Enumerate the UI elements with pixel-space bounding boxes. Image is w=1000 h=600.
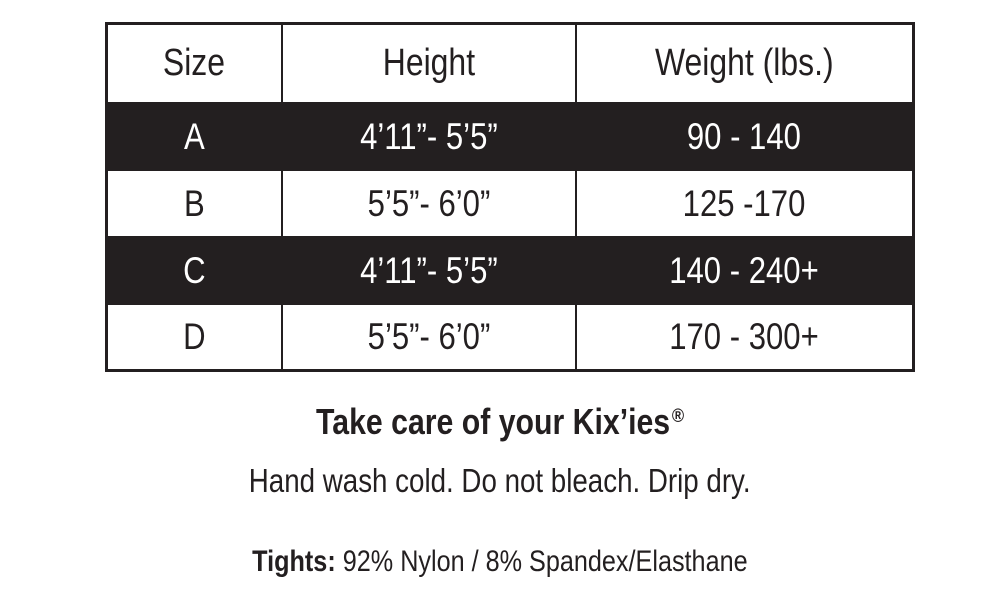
weight-b-value: 125 -170 xyxy=(682,182,806,224)
care-title xyxy=(0,401,1000,442)
cell-weight-a xyxy=(576,103,914,170)
size-a-label: A xyxy=(183,115,205,157)
col-header-height xyxy=(282,24,576,103)
size-b-label: B xyxy=(183,182,205,224)
table-row-size-d xyxy=(107,304,914,371)
cell-size-b xyxy=(107,170,282,237)
height-a-value: 4’11”- 5’5” xyxy=(359,115,498,157)
cell-size-d xyxy=(107,304,282,371)
size-chart-table xyxy=(105,22,915,372)
materials-label: Tights: xyxy=(252,545,336,578)
col-header-weight-label: Weight (lbs.) xyxy=(654,42,834,85)
registered-trademark-symbol: ® xyxy=(671,404,684,427)
weight-c-value: 140 - 240+ xyxy=(669,249,819,291)
height-c-value: 4’11”- 5’5” xyxy=(359,249,498,291)
col-header-weight xyxy=(576,24,914,103)
care-instructions-text: Hand wash cold. Do not bleach. Drip dry. xyxy=(249,462,751,499)
col-header-size xyxy=(107,24,282,103)
cell-height-c xyxy=(282,237,576,304)
weight-a-value: 90 - 140 xyxy=(687,115,802,157)
weight-d-value: 170 - 300+ xyxy=(669,316,819,358)
height-d-value: 5’5”- 6’0” xyxy=(367,316,490,358)
cell-weight-b xyxy=(576,170,914,237)
cell-size-a xyxy=(107,103,282,170)
table-row-size-b xyxy=(107,170,914,237)
care-instructions-line xyxy=(0,462,1000,500)
materials-line xyxy=(0,545,1000,580)
size-d-label: D xyxy=(183,316,206,358)
cell-size-c xyxy=(107,237,282,304)
col-header-height-label: Height xyxy=(382,42,475,85)
col-header-size-label: Size xyxy=(163,42,226,85)
cell-height-d xyxy=(282,304,576,371)
table-row-size-c xyxy=(107,237,914,304)
materials-value: 92% Nylon / 8% Spandex/Elasthane xyxy=(342,545,748,578)
cell-weight-c xyxy=(576,237,914,304)
cell-weight-d xyxy=(576,304,914,371)
care-title-text: Take care of your Kix’ies xyxy=(315,401,671,442)
header-row xyxy=(107,24,914,103)
cell-height-a xyxy=(282,103,576,170)
cell-height-b xyxy=(282,170,576,237)
height-b-value: 5’5”- 6’0” xyxy=(367,182,490,224)
table-row-size-a xyxy=(107,103,914,170)
size-c-label: C xyxy=(183,249,206,291)
